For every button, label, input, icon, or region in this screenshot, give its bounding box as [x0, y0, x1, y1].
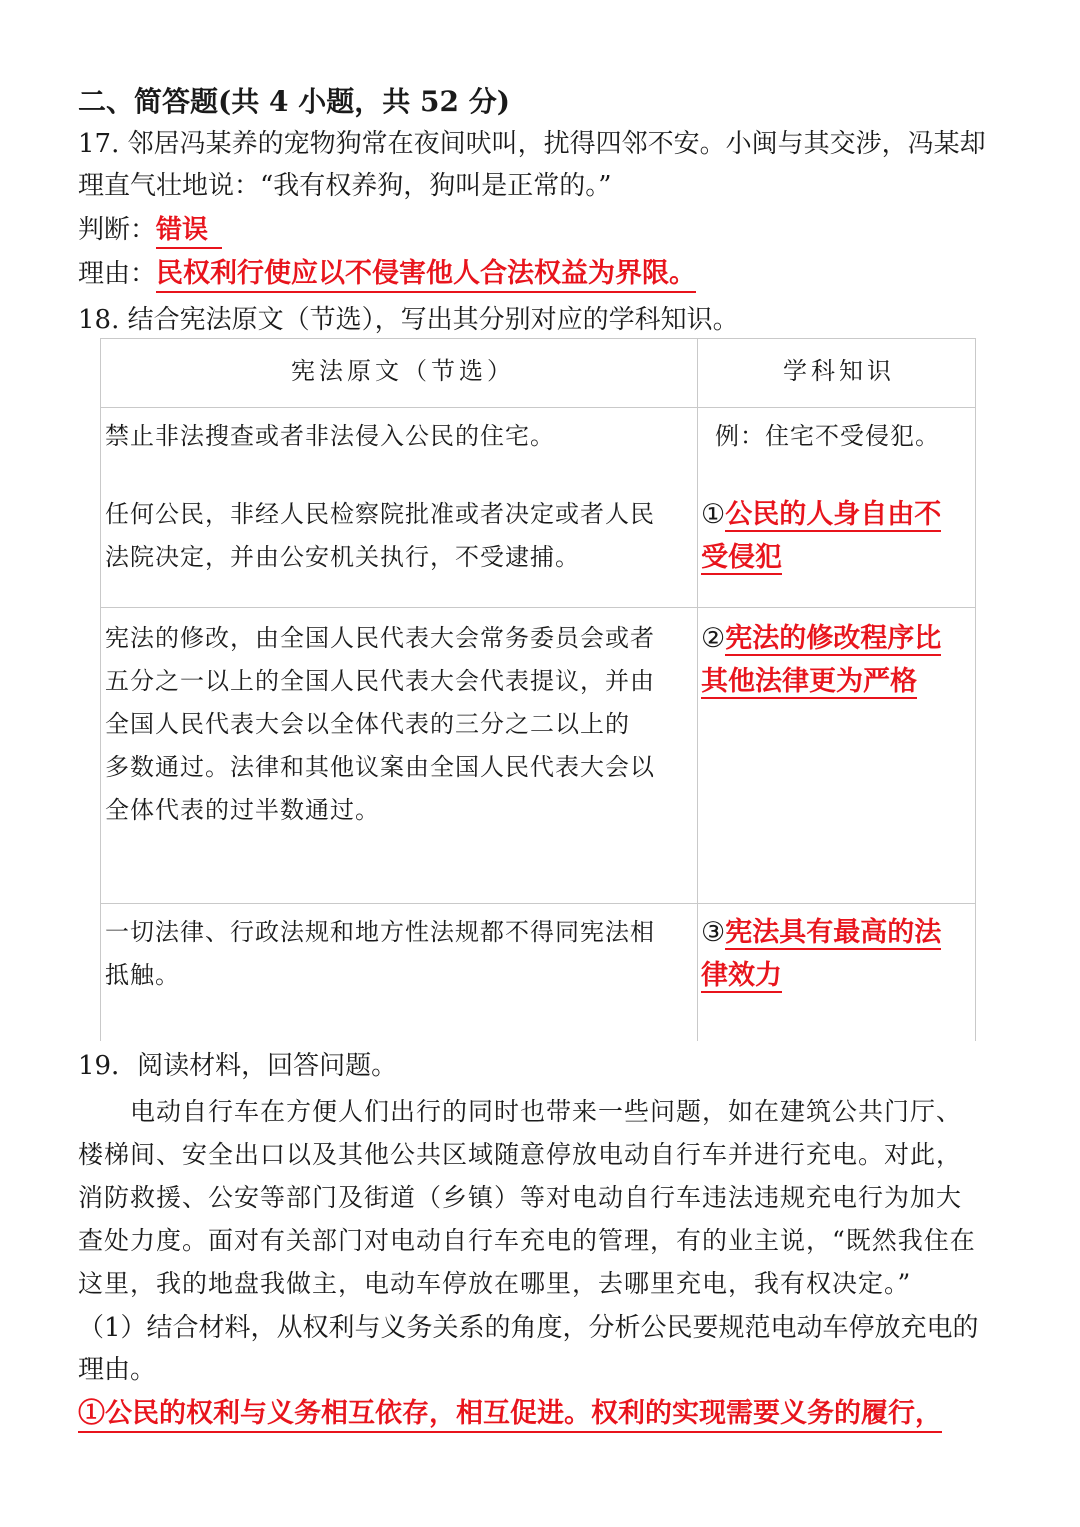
q19-answer-text: ①公民的权利与义务相互依存，相互促进。权利的实现需要义务的履行，	[78, 1397, 942, 1433]
row-text-line: 一切法律、行政法规和地方性法规都不得同宪法相	[105, 918, 655, 946]
q17-judgement	[78, 210, 222, 250]
table-row-3-text	[105, 617, 655, 832]
row-divider	[101, 607, 975, 608]
row-text-line: 五分之一以上的全国人民代表大会代表提议，并由	[105, 667, 655, 695]
material-line: 消防救援、公安等部门及街道（乡镇）等对电动自行车违法违规充电行为加大	[78, 1183, 963, 1212]
answer-text: 受侵犯	[701, 542, 782, 573]
row-text-line: 宪法的修改，由全国人民代表大会常务委员会或者	[105, 624, 655, 652]
table-row-2-text	[105, 493, 655, 579]
answer-text: 公民的人身自由不	[725, 499, 942, 530]
row-text-line: 抵触。	[105, 961, 180, 989]
reason-label: 理由：	[78, 259, 157, 289]
section-title: 二、简答题(共 4 小题，共 52 分)	[78, 85, 510, 118]
q17-reason	[78, 254, 696, 294]
q19-answer	[78, 1394, 942, 1434]
header-constitution-text: 宪法原文（节选）	[291, 357, 515, 385]
row-text-line: 禁止非法搜查或者非法侵入公民的住宅。	[105, 422, 555, 450]
row-divider	[101, 903, 975, 904]
constitution-table	[100, 338, 976, 1041]
answer-text: 律效力	[701, 960, 782, 991]
row-text-line: 全体代表的过半数通过。	[105, 796, 380, 824]
row-text-line: 法院决定，并由公安机关执行，不受逮捕。	[105, 543, 580, 571]
table-row-2-knowledge	[701, 493, 941, 579]
judge-label: 判断：	[78, 215, 157, 245]
column-divider	[697, 339, 698, 1041]
answer-mark: ①	[701, 499, 726, 530]
material-line: 电动自行车在方便人们出行的同时也带来一些问题，如在建筑公共门厅、	[78, 1097, 963, 1126]
header-knowledge: 学科知识	[783, 357, 895, 385]
q19-sub1-line-2: 理由。	[78, 1355, 157, 1385]
q19-material	[78, 1090, 1008, 1305]
table-row-1-text	[105, 415, 555, 458]
q18-stem: 18. 结合宪法原文（节选），写出其分别对应的学科知识。	[78, 305, 739, 335]
row-divider	[101, 407, 975, 408]
row-text-line: 全国人民代表大会以全体代表的三分之二以上的	[105, 710, 630, 738]
q19-sub1-line-1: （1）结合材料，从权利与义务关系的角度，分析公民要规范电动车停放充电的	[78, 1313, 979, 1343]
judge-answer: 错误	[156, 213, 222, 249]
answer-text: 其他法律更为严格	[701, 666, 917, 697]
answer-text: 宪法具有最高的法	[725, 917, 942, 948]
row-text-line: 多数通过。法律和其他议案由全国人民代表大会以	[105, 753, 655, 781]
row-text-line: 任何公民，非经人民检察院批准或者决定或者人民	[105, 500, 655, 528]
table-row-3-knowledge	[701, 617, 941, 703]
material-line: 查处力度。面对有关部门对电动自行车充电的管理，有的业主说，“既然我住在	[78, 1226, 976, 1255]
answer-mark: ③	[701, 917, 726, 948]
reason-answer: 民权利行使应以不侵害他人合法权益为界限。	[156, 257, 696, 293]
answer-mark: ②	[701, 623, 726, 654]
answer-text: 宪法的修改程序比	[725, 623, 942, 654]
table-row-1-knowledge: 例：住宅不受侵犯。	[715, 422, 940, 450]
table-row-4-text	[105, 911, 655, 997]
q17-stem-line-1: 17. 邻居冯某养的宠物狗常在夜间吠叫，扰得四邻不安。小闽与其交涉，冯某却	[78, 129, 986, 159]
q17-stem-line-2: 理直气壮地说：“我有权养狗，狗叫是正常的。”	[78, 171, 612, 201]
table-row-4-knowledge	[701, 911, 941, 997]
q19-stem: 19．阅读材料，回答问题。	[78, 1051, 398, 1081]
material-line: 这里，我的地盘我做主，电动车停放在哪里，去哪里充电，我有权决定。”	[78, 1269, 912, 1298]
material-line: 楼梯间、安全出口以及其他公共区域随意停放电动自行车并进行充电。对此，	[78, 1140, 963, 1169]
